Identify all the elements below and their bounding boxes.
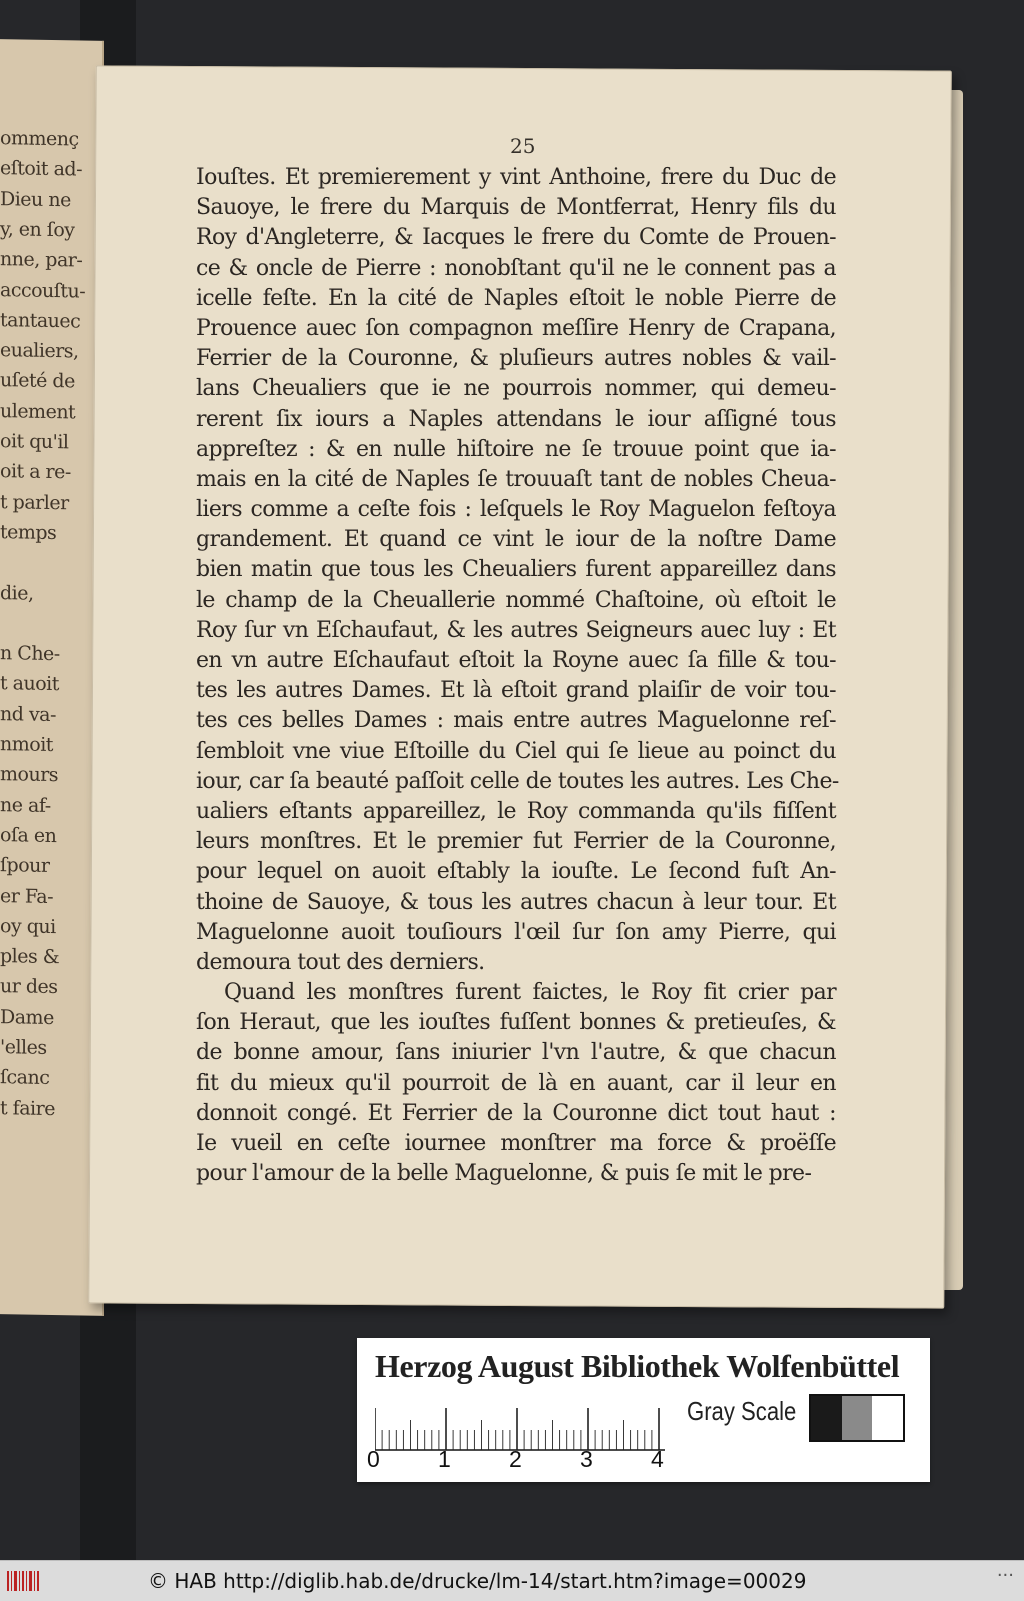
- left-page-fragment: Dame: [0, 1005, 54, 1029]
- text-line: liers comme a ceſte fois : leſquels le Roy Maguelon feſtoya: [196, 497, 836, 523]
- text-line: tes les autres Dames. Et là eſtoit grand plaiſir de voir tou-: [196, 678, 836, 704]
- text-line: pour l'amour de la belle Maguelonne, & puis ſe mit le pre-: [196, 1161, 812, 1187]
- text-line: ſon Heraut, que les iouſtes fuſſent bonnes & pretieuſes, &: [196, 1010, 836, 1036]
- left-page-fragment: ne af-: [0, 793, 51, 817]
- barcode-logo-icon: [6, 1569, 42, 1593]
- text-line: grandement. Et quand ce vint le iour de la noſtre Dame: [196, 527, 836, 553]
- left-page-fragment: n Che-: [0, 642, 60, 666]
- ruler-label: 4: [651, 1446, 664, 1472]
- text-line: mais en la cité de Naples ſe trouuaſt tant de nobles Cheua-: [196, 466, 836, 492]
- text-line: de bonne amour, ſans iniurier l'vn l'autre, & que chacun: [196, 1040, 836, 1066]
- left-page-fragment: t auoit: [0, 672, 59, 696]
- text-line: demoura tout des derniers.: [196, 949, 485, 975]
- gray-swatch: [842, 1396, 873, 1440]
- ruler-labels: [357, 1446, 687, 1476]
- left-page-fragment: eualiers,: [0, 339, 79, 363]
- text-line: Iouſtes. Et premierement y vint Anthoine, frere du Duc de: [196, 165, 836, 190]
- text-line: Maguelonne auoit touſiours l'œil ſur ſon amy Pierre, qui: [196, 919, 836, 945]
- text-line: rerent ſix iours a Naples attendans le iour aſſigné tous: [196, 406, 836, 432]
- left-page-fragment: ur des: [0, 975, 58, 999]
- text-line: en vn autre Eſchaufaut eſtoit la Royne auec ſa fille & tou-: [196, 648, 836, 673]
- left-page-fragment: 'elles: [0, 1036, 47, 1059]
- text-line: appreſtez : & en nulle hiſtoire ne ſe trouue point que ia-: [196, 436, 836, 462]
- left-page-fragment: die,: [0, 581, 34, 605]
- text-line: Quand les monſtres furent faictes, le Roy fit crier par: [224, 980, 836, 1006]
- left-page-fragment: t parler: [0, 490, 69, 514]
- text-line: Ferrier de la Couronne, & pluſieurs autres nobles & vail-: [196, 346, 836, 372]
- text-line: Sauoye, le frere du Marquis de Montferrat, Henry fils du: [196, 195, 836, 221]
- status-bar: [0, 1560, 1024, 1601]
- page-number: 25: [510, 134, 536, 158]
- left-page-fragment: uſeté de: [0, 369, 75, 393]
- left-page-fragment: temps: [0, 520, 57, 544]
- text-line: tes ces belles Dames : mais entre autres Maguelonne reſ-: [196, 708, 836, 734]
- left-page-fragment: y, en ſoy: [0, 217, 75, 242]
- text-line: icelle feſte. En la cité de Naples eſtoit le noble Pierre de: [196, 285, 836, 311]
- page-text: [196, 163, 839, 1189]
- left-page-fragment: Dieu ne: [0, 187, 71, 211]
- text-line: ſembloit vne viue Eſtoille du Ciel qui ſe lieue au poinct du: [196, 738, 836, 764]
- library-name: Herzog August Bibliothek Wolfenbüttel: [375, 1348, 900, 1384]
- text-line: donnoit congé. Et Ferrier de la Couronne dict tout haut :: [196, 1100, 836, 1126]
- left-page-fragment: tantauec: [0, 308, 81, 333]
- image-source-url[interactable]: © HAB http://diglib.hab.de/drucke/lm-14/start.htm?image=00029: [148, 1569, 807, 1593]
- left-page-fragment: ulement: [0, 399, 76, 424]
- text-line: thoine de Sauoye, & tous les autres chacun à leur tour. Et: [196, 889, 836, 915]
- left-page-fragment: mours: [0, 763, 59, 787]
- text-line: Ie vueil en ceſte iournee monſtrer ma force & proëſſe: [196, 1131, 836, 1156]
- color-calibration-card: [357, 1338, 930, 1482]
- left-page-fragment: oit qu'il: [0, 430, 69, 454]
- text-line: le champ de la Cheuallerie nommé Chaſtoine, où eſtoit le: [196, 587, 836, 613]
- left-page-fragment: er Fa-: [0, 884, 54, 908]
- left-page-fragment: nmoit: [0, 733, 53, 757]
- text-line: ualiers eſtants appareillez, le Roy commanda qu'ils fiſſent: [196, 798, 836, 824]
- scale-ruler: [375, 1404, 675, 1452]
- gray-swatch: [872, 1396, 903, 1440]
- left-page-fragment: nd va-: [0, 702, 56, 726]
- text-line: pour lequel on auoit eſtably la iouſte. Le ſecond fuſt An-: [196, 859, 836, 885]
- left-page-fragment: ſcanc: [0, 1066, 50, 1090]
- ruler-label: 1: [438, 1446, 451, 1472]
- text-line: ce & oncle de Pierre : nonobſtant qu'il ne le connent pas a: [196, 255, 836, 281]
- more-icon[interactable]: ···: [996, 1565, 1014, 1586]
- left-page-fragment: eſtoit ad-: [0, 157, 83, 181]
- text-line: Roy d'Angleterre, & Iacques le frere du Comte de Prouen-: [196, 225, 836, 251]
- text-line: fit du mieux qu'il pourroit de là en auant, car il leur en: [196, 1070, 836, 1096]
- ruler-label: 3: [580, 1446, 593, 1472]
- gray-scale-swatches: [809, 1394, 905, 1442]
- text-line: iour, car ſa beauté paſſoit celle de toutes les autres. Les Che-: [196, 768, 839, 794]
- text-line: lans Cheualiers que ie ne pourrois nommer, qui demeu-: [196, 376, 836, 402]
- left-page-fragment: ples &: [0, 945, 60, 969]
- left-page-fragment: ſpour: [0, 854, 50, 878]
- ruler-label: 2: [509, 1446, 522, 1472]
- ruler-label: 0: [367, 1446, 380, 1472]
- gray-scale-label: Gray Scale: [687, 1396, 797, 1426]
- left-page-fragment: oy qui: [0, 914, 56, 938]
- left-page-fragment: oſa en: [0, 823, 57, 847]
- text-line: leurs monſtres. Et le premier fut Ferrier de la Couronne,: [196, 829, 836, 855]
- left-page-fragment: accouſtu-: [0, 278, 86, 303]
- left-page-fragment: t faire: [0, 1096, 55, 1120]
- left-page-fragment: oit a re-: [0, 460, 71, 484]
- text-line: Prouence auec ſon compagnon meſſire Henry de Crapana,: [196, 315, 836, 341]
- text-line: Roy ſur vn Eſchaufaut, & les autres Seigneurs auec luy : Et: [196, 617, 836, 643]
- text-line: bien matin que tous les Cheualiers furent appareillez dans: [196, 557, 836, 583]
- left-page-fragment: nne, par-: [0, 248, 83, 272]
- left-page-fragment: ommenç: [0, 127, 79, 151]
- gray-swatch: [811, 1396, 842, 1440]
